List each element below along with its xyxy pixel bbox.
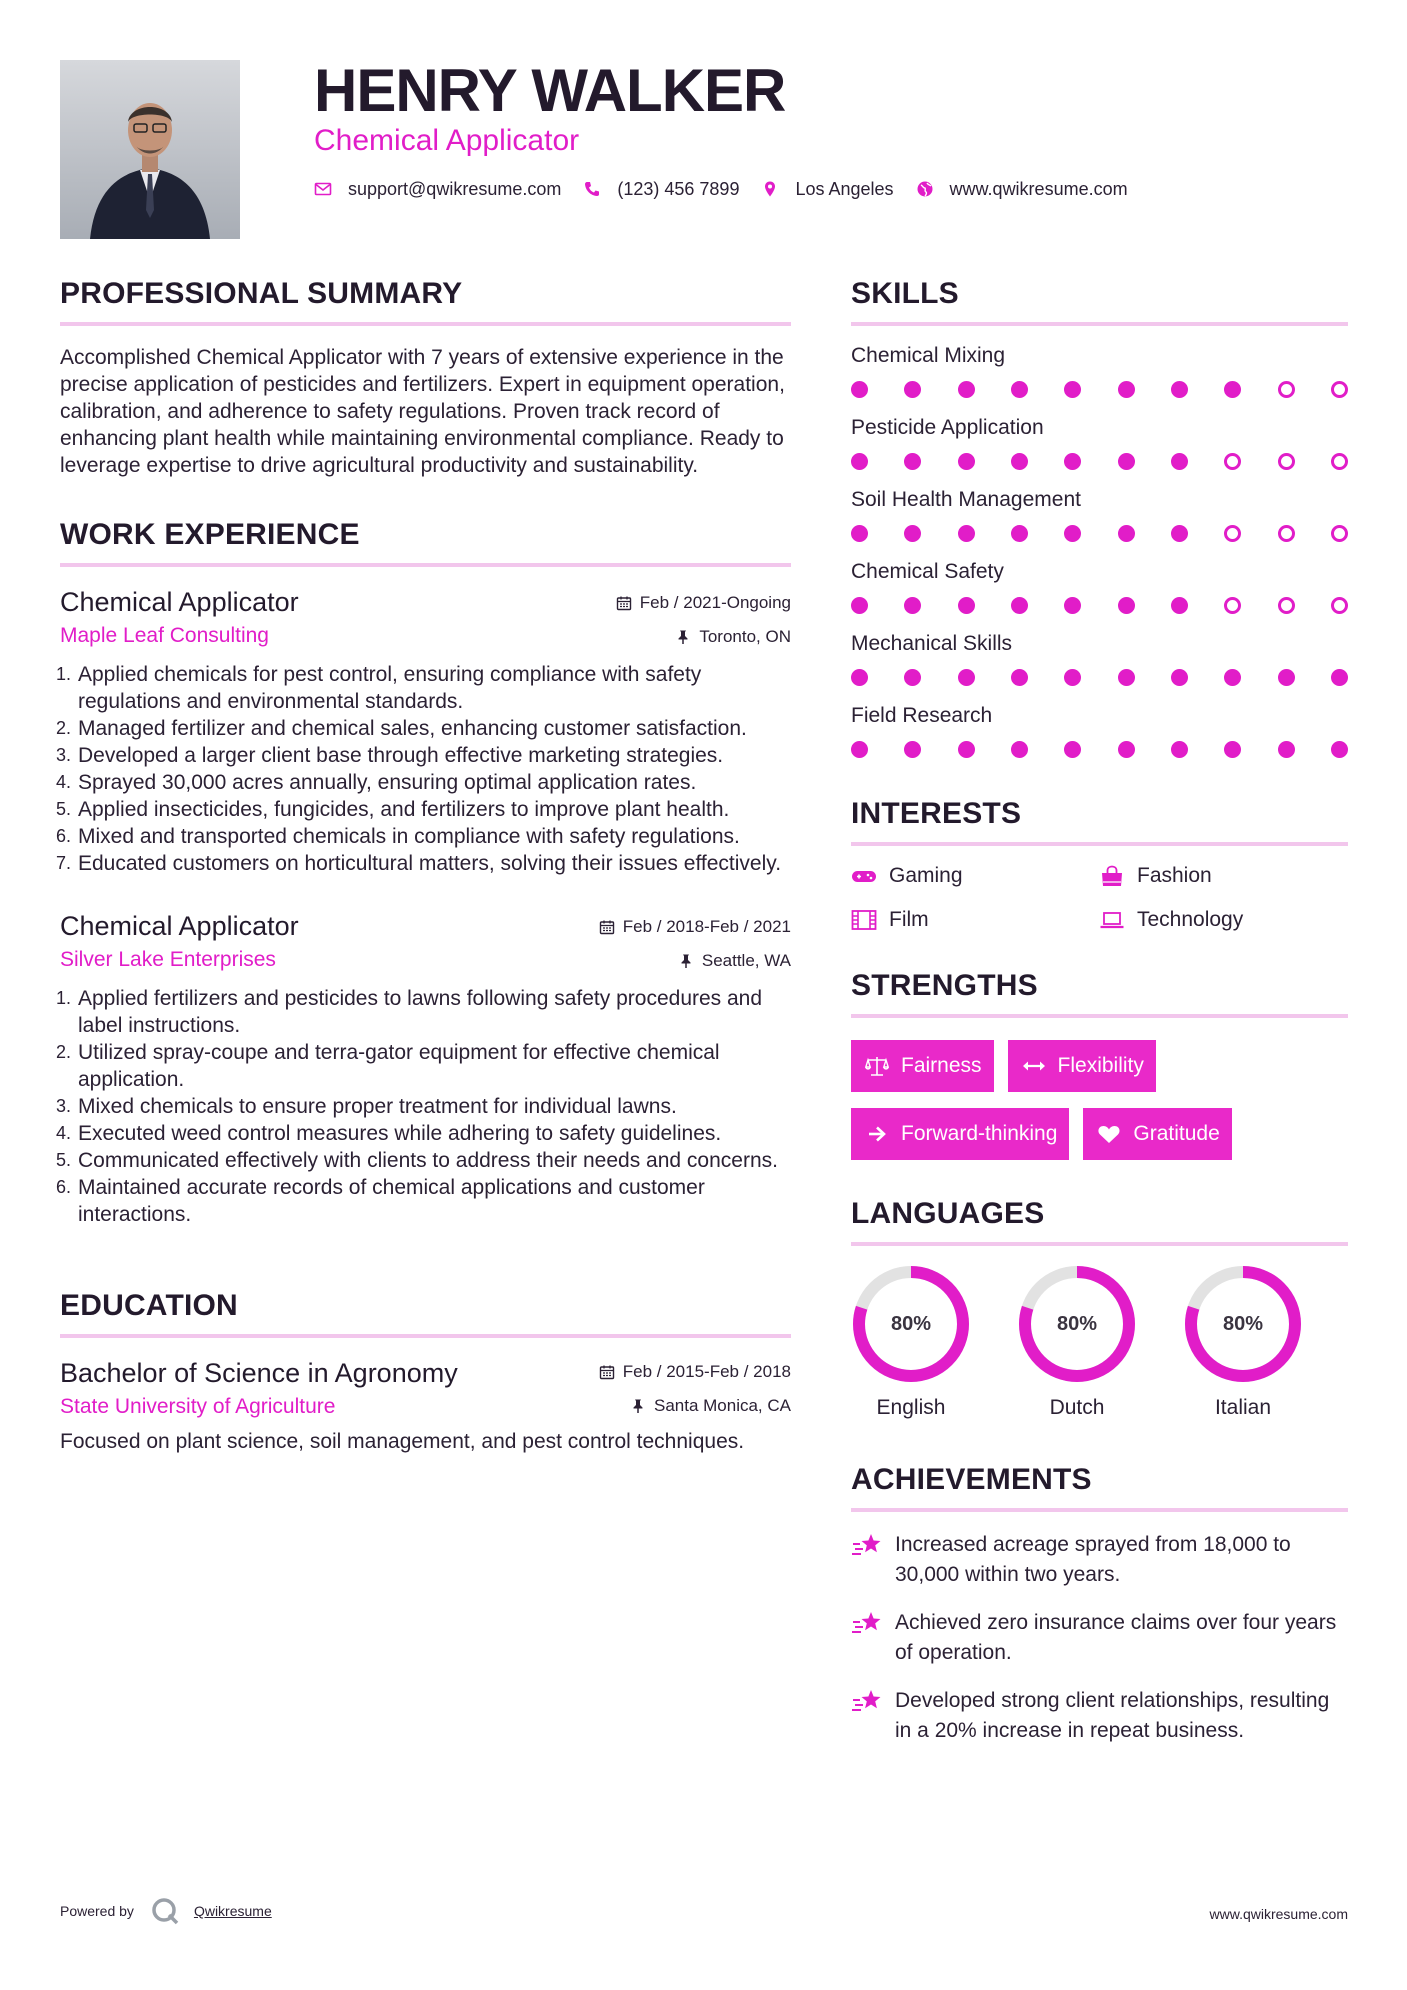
list-item: 6. Maintained accurate records of chemical applications and customer interactions. (56, 1176, 705, 1226)
skill-rating (851, 597, 1348, 614)
job-title: Chemical Applicator (60, 911, 299, 941)
achievement-item (851, 1608, 1348, 1668)
education-location-text: Santa Monica, CA (653, 1396, 791, 1415)
interest-item (1099, 864, 1347, 888)
language-ring (1017, 1264, 1137, 1384)
map-pin-icon (761, 180, 779, 198)
rating-dot-filled (958, 381, 975, 398)
skill-name: Pesticide Application (851, 416, 1044, 439)
skill-name: Chemical Mixing (851, 344, 1006, 367)
rating-dot-filled (851, 525, 868, 542)
powered-by-text: Powered by (60, 1903, 134, 1919)
rating-dot-filled (851, 669, 868, 686)
rating-dot-filled (1118, 381, 1135, 398)
rating-dot-empty (1224, 453, 1241, 470)
list-item: 6. Mixed and transported chemicals in compliance with safety regulations. (56, 825, 740, 848)
strength-label: Forward-thinking (901, 1122, 1058, 1145)
laptop-icon (1099, 909, 1125, 931)
language-item (1183, 1264, 1303, 1420)
list-item: 5. Communicated effectively with clients to address their needs and concerns. (56, 1149, 778, 1172)
list-item: 3. Mixed chemicals to ensure proper treatment for individual lawns. (56, 1095, 677, 1118)
interest-item (1099, 908, 1347, 932)
interest-item (851, 864, 1099, 888)
shopping-bag-icon (1099, 865, 1125, 887)
rating-dot-filled (1064, 453, 1081, 470)
rating-dot-filled (1118, 453, 1135, 470)
globe-icon (916, 180, 934, 198)
contact-email-text: support@qwikresume.com (348, 178, 562, 199)
list-item: 7. Educated customers on horticultural matters, solving their issues effectively. (56, 852, 782, 875)
education-description: Focused on plant science, soil management, and pest control techniques. (60, 1430, 745, 1453)
job-location-text: Toronto, ON (699, 627, 791, 646)
achievement-text: Increased acreage sprayed from 18,000 to 30,000 within two years. (895, 1533, 1291, 1586)
interest-label: Gaming (889, 864, 963, 887)
rating-dot-empty (1331, 597, 1348, 614)
rating-dot-filled (1171, 669, 1188, 686)
rating-dot-filled (1331, 669, 1348, 686)
section-divider (60, 1334, 791, 1338)
qwikresume-logo-icon (150, 1896, 180, 1926)
rating-dot-filled (1118, 669, 1135, 686)
language-name: English (876, 1396, 946, 1419)
rating-dot-filled (904, 453, 921, 470)
contact-phone[interactable] (583, 179, 739, 200)
balance-scale-icon (865, 1055, 889, 1077)
rating-dot-filled (1064, 669, 1081, 686)
rating-dot-filled (904, 597, 921, 614)
section-divider (851, 1014, 1348, 1018)
rating-dot-filled (958, 597, 975, 614)
experience-heading: WORK EXPERIENCE (60, 518, 360, 551)
calendar-icon (599, 1364, 615, 1380)
education-dates (599, 1362, 791, 1382)
strength-label: Gratitude (1133, 1122, 1220, 1145)
rating-dot-filled (904, 381, 921, 398)
rating-dot-empty (1331, 453, 1348, 470)
contact-phone-text: (123) 456 7899 (617, 178, 740, 199)
list-item: 1. Applied fertilizers and pesticides to lawns following safety procedures and label instructions. (56, 987, 763, 1037)
rating-dot-filled (1171, 381, 1188, 398)
rating-dot-filled (1011, 525, 1028, 542)
job-dates (616, 593, 791, 613)
languages-list (851, 1264, 1348, 1420)
rating-dot-empty (1331, 525, 1348, 542)
language-percent: 80% (890, 1312, 932, 1335)
language-ring (851, 1264, 971, 1384)
experience-section (56, 517, 791, 1228)
rating-dot-filled (1171, 741, 1188, 758)
strength-tag (851, 1108, 1069, 1160)
strength-tag (1008, 1040, 1156, 1092)
rating-dot-filled (958, 453, 975, 470)
job-company: Silver Lake Enterprises (60, 948, 276, 971)
education-location (630, 1396, 791, 1416)
job-duties-list (56, 985, 791, 1228)
section-divider (60, 322, 791, 326)
job-dates-text: Feb / 2018-Feb / 2021 (622, 917, 791, 936)
education-dates-text: Feb / 2015-Feb / 2018 (622, 1362, 791, 1381)
school-name: State University of Agriculture (60, 1395, 336, 1418)
contact-location-text: Los Angeles (795, 178, 894, 199)
profile-photo (60, 60, 240, 239)
interest-item (851, 908, 1099, 932)
rating-dot-filled (1224, 669, 1241, 686)
rating-dot-empty (1278, 381, 1295, 398)
section-divider (851, 1242, 1348, 1246)
list-item: 2. Utilized spray-coupe and terra-gator equipment for effective chemical application. (56, 1041, 720, 1091)
rating-dot-filled (1278, 669, 1295, 686)
gamepad-icon (851, 865, 877, 887)
rating-dot-filled (1011, 453, 1028, 470)
achievements-heading: ACHIEVEMENTS (851, 1463, 1092, 1496)
footer-website[interactable]: www.qwikresume.com (1209, 1906, 1348, 1922)
rating-dot-filled (1011, 597, 1028, 614)
strength-tag (851, 1040, 994, 1092)
contact-website[interactable] (916, 179, 1128, 200)
strengths-tags (851, 1040, 1348, 1160)
job-company: Maple Leaf Consulting (60, 624, 269, 647)
rating-dot-filled (1224, 741, 1241, 758)
language-item (1017, 1264, 1137, 1420)
summary-heading: PROFESSIONAL SUMMARY (60, 277, 463, 310)
interests-grid (851, 864, 1348, 932)
rating-dot-filled (904, 669, 921, 686)
job-dates-text: Feb / 2021-Ongoing (639, 593, 791, 612)
degree-title: Bachelor of Science in Agronomy (60, 1358, 458, 1388)
skills-heading: SKILLS (851, 277, 959, 310)
pushpin-icon (675, 629, 691, 645)
rating-dot-filled (851, 741, 868, 758)
shooting-star-icon (851, 1530, 885, 1560)
rating-dot-filled (1118, 741, 1135, 758)
achievements-section (851, 1462, 1348, 1746)
skill-rating (851, 381, 1348, 398)
arrows-horizontal-icon (1022, 1055, 1046, 1077)
interest-label: Fashion (1137, 864, 1212, 887)
profile-photo-image (60, 60, 240, 239)
shooting-star-icon (851, 1686, 885, 1716)
calendar-icon (616, 595, 632, 611)
language-name: Dutch (1049, 1396, 1105, 1419)
education-heading: EDUCATION (60, 1289, 238, 1322)
job-entry (56, 909, 791, 1228)
education-entry (60, 1356, 791, 1455)
rating-dot-filled (1118, 597, 1135, 614)
strength-tag (1083, 1108, 1231, 1160)
calendar-icon (599, 919, 615, 935)
rating-dot-filled (1171, 597, 1188, 614)
list-item: 4. Executed weed control measures while adhering to safety guidelines. (56, 1122, 722, 1145)
contact-website-text: www.qwikresume.com (949, 178, 1128, 199)
rating-dot-filled (958, 525, 975, 542)
interests-heading: INTERESTS (851, 797, 1022, 830)
rating-dot-filled (904, 741, 921, 758)
job-title: Chemical Applicator (60, 587, 299, 617)
rating-dot-filled (1011, 381, 1028, 398)
rating-dot-filled (1064, 741, 1081, 758)
summary-text: Accomplished Chemical Applicator with 7 years of extensive experience in the precise application of pesticides and fertilizers. Expert in equipment operation, calibration, and adherence to safety regulations. Proven track record of enhancing plant health while maintaining environmental compliance. Ready to leverage expertise to drive agricultural productivity and sustainability. (60, 346, 785, 477)
rating-dot-filled (1011, 741, 1028, 758)
rating-dot-filled (1011, 669, 1028, 686)
language-name: Italian (1214, 1396, 1272, 1419)
rating-dot-empty (1278, 453, 1295, 470)
rating-dot-filled (851, 381, 868, 398)
achievement-text: Developed strong client relationships, resulting in a 20% increase in repeat business. (895, 1689, 1330, 1742)
rating-dot-empty (1224, 525, 1241, 542)
rating-dot-filled (851, 597, 868, 614)
rating-dot-filled (1171, 453, 1188, 470)
rating-dot-filled (1171, 525, 1188, 542)
skill-name: Chemical Safety (851, 560, 1004, 583)
language-ring (1183, 1264, 1303, 1384)
summary-section (60, 276, 791, 479)
rating-dot-empty (1224, 597, 1241, 614)
skill-name: Field Research (851, 704, 993, 727)
rating-dot-filled (958, 741, 975, 758)
interest-label: Film (889, 908, 929, 931)
section-divider (60, 563, 791, 567)
skills-list (851, 343, 1348, 758)
achievement-item (851, 1530, 1348, 1590)
language-percent: 80% (1222, 1312, 1264, 1335)
skill-rating (851, 669, 1348, 686)
strength-label: Flexibility (1057, 1054, 1144, 1077)
rating-dot-filled (904, 525, 921, 542)
contact-location (761, 179, 893, 200)
film-icon (851, 909, 877, 931)
rating-dot-filled (1118, 525, 1135, 542)
phone-icon (583, 180, 601, 198)
list-item: 3. Developed a larger client base through effective marketing strategies. (56, 744, 724, 767)
skill-name: Soil Health Management (851, 488, 1081, 511)
language-percent: 80% (1056, 1312, 1098, 1335)
rating-dot-filled (1064, 381, 1081, 398)
job-location (678, 951, 791, 971)
language-item (851, 1264, 971, 1420)
rating-dot-filled (958, 669, 975, 686)
rating-dot-empty (1331, 381, 1348, 398)
rating-dot-filled (1064, 597, 1081, 614)
qwikresume-link[interactable]: Qwikresume (193, 1903, 272, 1919)
skills-section (851, 276, 1348, 758)
heart-icon (1097, 1123, 1121, 1145)
right-column (851, 276, 1348, 1746)
rating-dot-filled (1331, 741, 1348, 758)
strengths-section (851, 968, 1348, 1160)
candidate-name: HENRY WALKER (314, 57, 786, 124)
education-section (60, 1288, 791, 1455)
envelope-icon (314, 180, 332, 198)
interests-section (851, 796, 1348, 932)
rating-dot-filled (851, 453, 868, 470)
list-item: 1. Applied chemicals for pest control, ensuring compliance with safety regulations and environmental standards. (56, 663, 702, 713)
job-duties-list (56, 661, 791, 877)
list-item: 4. Sprayed 30,000 acres annually, ensuring optimal application rates. (56, 771, 697, 794)
pushpin-icon (630, 1398, 646, 1414)
rating-dot-empty (1278, 597, 1295, 614)
rating-dot-filled (1278, 741, 1295, 758)
strengths-heading: STRENGTHS (851, 969, 1038, 1002)
rating-dot-empty (1278, 525, 1295, 542)
skill-name: Mechanical Skills (851, 632, 1013, 655)
languages-section (851, 1196, 1348, 1420)
section-divider (851, 1508, 1348, 1512)
list-item: 5. Applied insecticides, fungicides, and fertilizers to improve plant health. (56, 798, 730, 821)
section-divider (851, 322, 1348, 326)
rating-dot-filled (1064, 525, 1081, 542)
achievement-item (851, 1686, 1348, 1746)
list-item: 2. Managed fertilizer and chemical sales, enhancing customer satisfaction. (56, 717, 747, 740)
shooting-star-icon (851, 1608, 885, 1638)
job-dates (599, 917, 791, 937)
footer-powered-by (60, 1896, 272, 1926)
job-location (675, 627, 791, 647)
interest-label: Technology (1137, 908, 1244, 931)
achievement-text: Achieved zero insurance claims over four years of operation. (895, 1611, 1337, 1664)
skill-rating (851, 741, 1348, 758)
pushpin-icon (678, 953, 694, 969)
contact-bar (314, 176, 1150, 202)
job-location-text: Seattle, WA (701, 951, 791, 970)
contact-email[interactable] (314, 179, 561, 200)
skill-rating (851, 525, 1348, 542)
languages-heading: LANGUAGES (851, 1197, 1045, 1230)
rating-dot-filled (1224, 381, 1241, 398)
strength-label: Fairness (901, 1054, 982, 1077)
candidate-role: Chemical Applicator (314, 124, 580, 157)
skill-rating (851, 453, 1348, 470)
arrow-right-icon (865, 1123, 889, 1145)
job-entry (56, 585, 791, 877)
section-divider (851, 842, 1348, 846)
left-column (56, 276, 791, 1455)
